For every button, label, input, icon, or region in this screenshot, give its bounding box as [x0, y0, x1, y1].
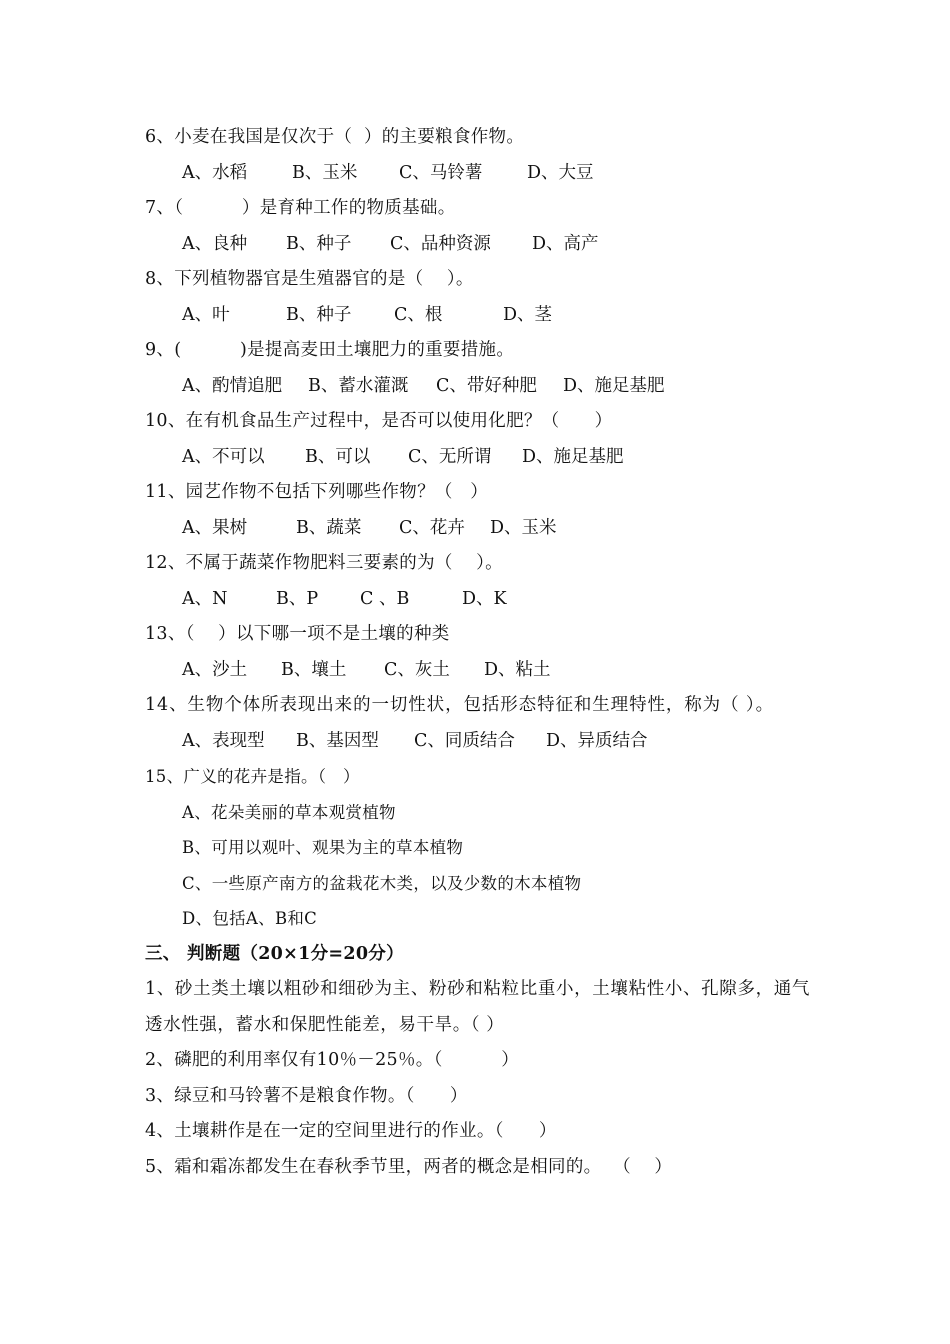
option-d: D、施足基肥 — [563, 375, 665, 396]
option-b: B、种子 — [286, 233, 352, 254]
question-11-options — [145, 511, 810, 547]
option-c: C、根 — [394, 304, 443, 325]
option-b: B、玉米 — [292, 162, 358, 183]
question-8-options — [145, 298, 810, 334]
judgment-item-1: 1、砂土类土壤以粗砂和细砂为主、粉砂和粘粒比重小，土壤粘性小、孔隙多，通气透水性强，蓄水和保肥性能差，易干旱。（ ） — [145, 979, 810, 1035]
judgment-item-4: 4、土壤耕作是在一定的空间里进行的作业。（ ） — [145, 1121, 557, 1141]
option-c: C、灰土 — [384, 659, 450, 680]
question-14-options — [145, 724, 810, 760]
option-a: A、酌情追肥 — [182, 375, 283, 396]
question-9-options — [145, 369, 810, 405]
option-d: D、粘土 — [484, 659, 551, 680]
section-3-heading: 三、 判断题（20×1分=20分） — [145, 943, 404, 964]
option-b: B、种子 — [286, 304, 352, 325]
question-13-stem: 13、（ ）以下哪一项不是土壤的种类 — [145, 624, 450, 644]
option-c: C、马铃薯 — [399, 162, 483, 183]
judgment-item-3: 3、绿豆和马铃薯不是粮食作物。（ ） — [145, 1085, 468, 1106]
option-b: B、可以 — [305, 446, 371, 467]
question-15-option-b: B、可用以观叶、观果为主的草本植物 — [182, 838, 464, 857]
option-a: A、果树 — [182, 517, 248, 538]
option-a: A、N — [182, 588, 228, 609]
option-c: C、带好种肥 — [436, 375, 537, 396]
option-c: C、品种资源 — [390, 233, 491, 254]
question-11-stem: 11、园艺作物不包括下列哪些作物？（ ） — [145, 482, 489, 502]
question-9-stem: 9、( )是提高麦田土壤肥力的重要措施。 — [145, 340, 515, 360]
question-13-options — [145, 653, 810, 689]
question-8-stem: 8、下列植物器官是生殖器官的是（ ）。 — [145, 269, 474, 289]
option-a: A、良种 — [182, 233, 248, 254]
option-d: D、大豆 — [527, 162, 594, 183]
question-6-stem: 6、小麦在我国是仅次于（ ）的主要粮食作物。 — [145, 127, 525, 147]
judgment-item-2: 2、磷肥的利用率仅有10％－25％。（ ） — [145, 1050, 520, 1070]
option-b: B、P — [276, 588, 319, 609]
question-15-option-a: A、花朵美丽的草本观赏植物 — [182, 802, 396, 822]
option-c: C、同质结合 — [414, 730, 515, 751]
option-b: B、蔬菜 — [296, 517, 362, 538]
option-a: A、沙土 — [182, 659, 248, 680]
question-12-stem: 12、不属于蔬菜作物肥料三要素的为（ ）。 — [145, 553, 503, 573]
option-c: C、无所谓 — [408, 446, 492, 467]
option-b: B、基因型 — [296, 730, 379, 751]
option-c: C 、B — [360, 588, 410, 609]
question-7-options — [145, 227, 810, 263]
question-10-options — [145, 440, 810, 476]
option-b: B、壤土 — [281, 659, 347, 680]
question-15-option-c: C、一些原产南方的盆栽花木类，以及少数的木本植物 — [182, 873, 582, 893]
question-6-options — [145, 156, 810, 192]
option-d: D、异质结合 — [546, 730, 648, 751]
question-7-stem: 7、（ ）是育种工作的物质基础。 — [145, 198, 456, 218]
option-c: C、花卉 — [399, 517, 465, 538]
option-b: B、蓄水灌溉 — [308, 375, 409, 396]
option-a: A、叶 — [182, 304, 230, 325]
option-d: D、茎 — [503, 304, 553, 325]
option-a: A、表现型 — [182, 730, 265, 751]
option-a: A、水稻 — [182, 162, 248, 183]
page-content — [145, 120, 810, 1185]
question-15-option-d: D、包括A、B和C — [182, 909, 318, 928]
option-d: D、高产 — [532, 233, 599, 254]
question-12-options — [145, 582, 810, 618]
option-d: D、施足基肥 — [522, 446, 624, 467]
option-d: D、K — [462, 588, 507, 609]
question-15-stem: 15、广义的花卉是指。（ ） — [145, 767, 360, 786]
option-a: A、不可以 — [182, 446, 265, 467]
question-10-stem: 10、在有机食品生产过程中，是否可以使用化肥？（ ） — [145, 411, 613, 431]
option-d: D、玉米 — [490, 517, 557, 538]
judgment-item-5: 5、霜和霜冻都发生在春秋季节里，两者的概念是相同的。 （ ） — [145, 1156, 673, 1177]
question-14-stem: 14、生物个体所表现出来的一切性状，包括形态特征和生理特性，称为（ ）。 — [145, 695, 774, 715]
